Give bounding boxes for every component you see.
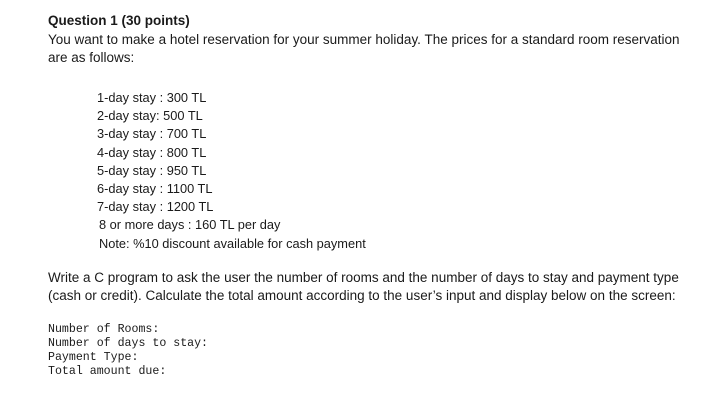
price-item: 6-day stay : 1100 TL [97, 181, 213, 197]
output-line-total: Total amount due: [48, 364, 167, 378]
price-item: 1-day stay : 300 TL [97, 90, 207, 105]
price-item: 4-day stay : 800 TL [97, 144, 207, 160]
output-line-rooms: Number of Rooms: [48, 322, 160, 336]
discount-note: Note: %10 discount available for cash payment [99, 235, 366, 251]
price-item: 3-day stay : 700 TL [97, 126, 207, 142]
sample-output [48, 323, 688, 379]
price-item: 5-day stay : 950 TL [97, 162, 207, 178]
price-item: 8 or more days : 160 TL per day [99, 217, 281, 233]
price-item: 2-day stay: 500 TL [97, 108, 203, 124]
task-description: Write a C program to ask the user the number of rooms and the number of days to stay and payment type (cash or credit). Calculate the total amount according to the user’s input and display below on the screen: [48, 269, 679, 303]
price-item: 7-day stay : 1200 TL [97, 199, 214, 215]
question-document [48, 12, 688, 379]
output-line-payment: Payment Type: [48, 350, 139, 364]
question-intro: You want to make a hotel reservation for your summer holiday. The prices for a standard room reservation are as follows: [48, 32, 680, 65]
price-list [97, 89, 688, 253]
question-title: Question 1 (30 points) [48, 13, 190, 28]
output-line-days: Number of days to stay: [48, 336, 209, 350]
